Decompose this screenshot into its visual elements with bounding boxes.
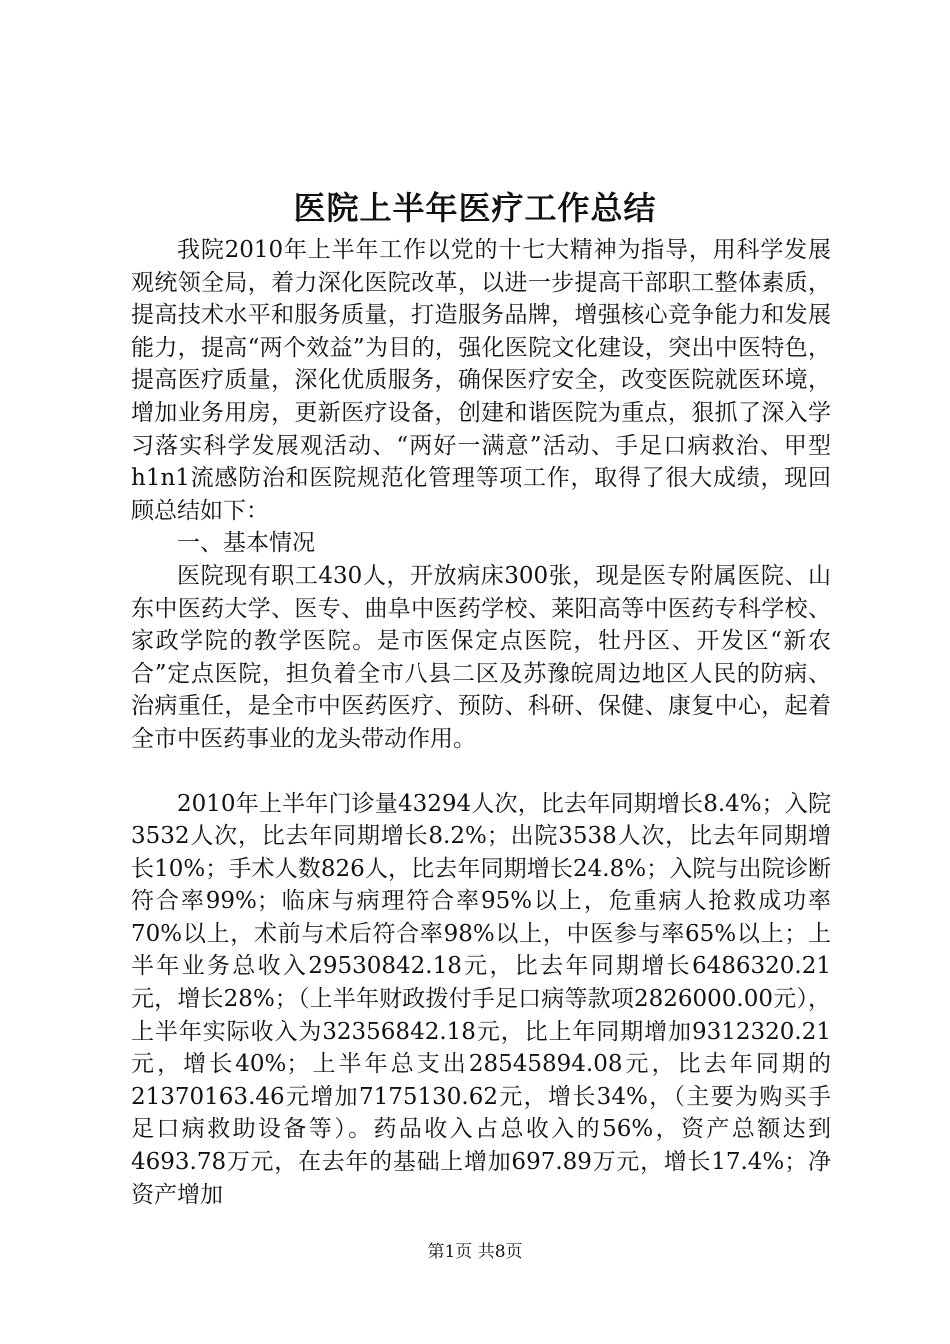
document-body [131, 234, 831, 1211]
statistics-paragraph: 2010年上半年门诊量43294人次，比去年同期增长8.4%；入院3532人次，比去年同期增长8.2%；出院3538人次，比去年同期增长10%；手术人数826人，比去年同期增长24.8%；入院与出院诊断符合率99%；临床与病理符合率95%以上，危重病人抢救成功率70%以上，术前与术后符合率98%以上，中医参与率65%以上；上半年业务总收入29530842.18元，比去年同期增长6486320.21元，增长28%；（上半年财政拨付手足口病等款项2826000.00元），上半年实际收入为32356842.18元，比上年同期增加9312320.21元，增长40%；上半年总支出28545894.08元，比去年同期的21370163.46元增加7175130.62元，增长34%，（主要为购买手足口病救助设备等）。药品收入占总收入的56%，资产总额达到4693.78万元，在去年的基础上增加697.89万元，增长17.4%；净资产增加 [131, 790, 831, 1208]
basic-info-paragraph: 医院现有职工430人，开放病床300张，现是医专附属医院、山东中医药大学、医专、曲阜中医药学校、莱阳高等中医药专科学校、家政学院的教学医院。是市医保定点医院，牡丹区、开发区“新农合”定点医院，担负着全市八县二区及苏豫皖周边地区人民的防病、治病重任，是全市中医药医疗、预防、科研、保健、康复中心，起着全市中医药事业的龙头带动作用。 [131, 562, 831, 752]
page-indicator: 第1页 共8页 [427, 1242, 523, 1262]
intro-paragraph: 我院2010年上半年工作以党的十七大精神为指导，用科学发展观统领全局，着力深化医院改革，以进一步提高干部职工整体素质，提高技术水平和服务质量，打造服务品牌，增强核心竞争能力和发展能力，提高“两个效益”为目的，强化医院文化建设，突出中医特色，提高医疗质量，深化优质服务，确保医疗安全，改变医院就医环境，增加业务用房，更新医疗设备，创建和谐医院为重点，狠抓了深入学习落实科学发展观活动、“两好一满意”活动、手足口病救治、甲型h1n1流感防治和医院规范化管理等项工作，取得了很大成绩，现回顾总结如下： [131, 237, 831, 524]
section-heading: 一、基本情况 [177, 530, 315, 557]
document-title: 医院上半年医疗工作总结 [293, 189, 657, 227]
